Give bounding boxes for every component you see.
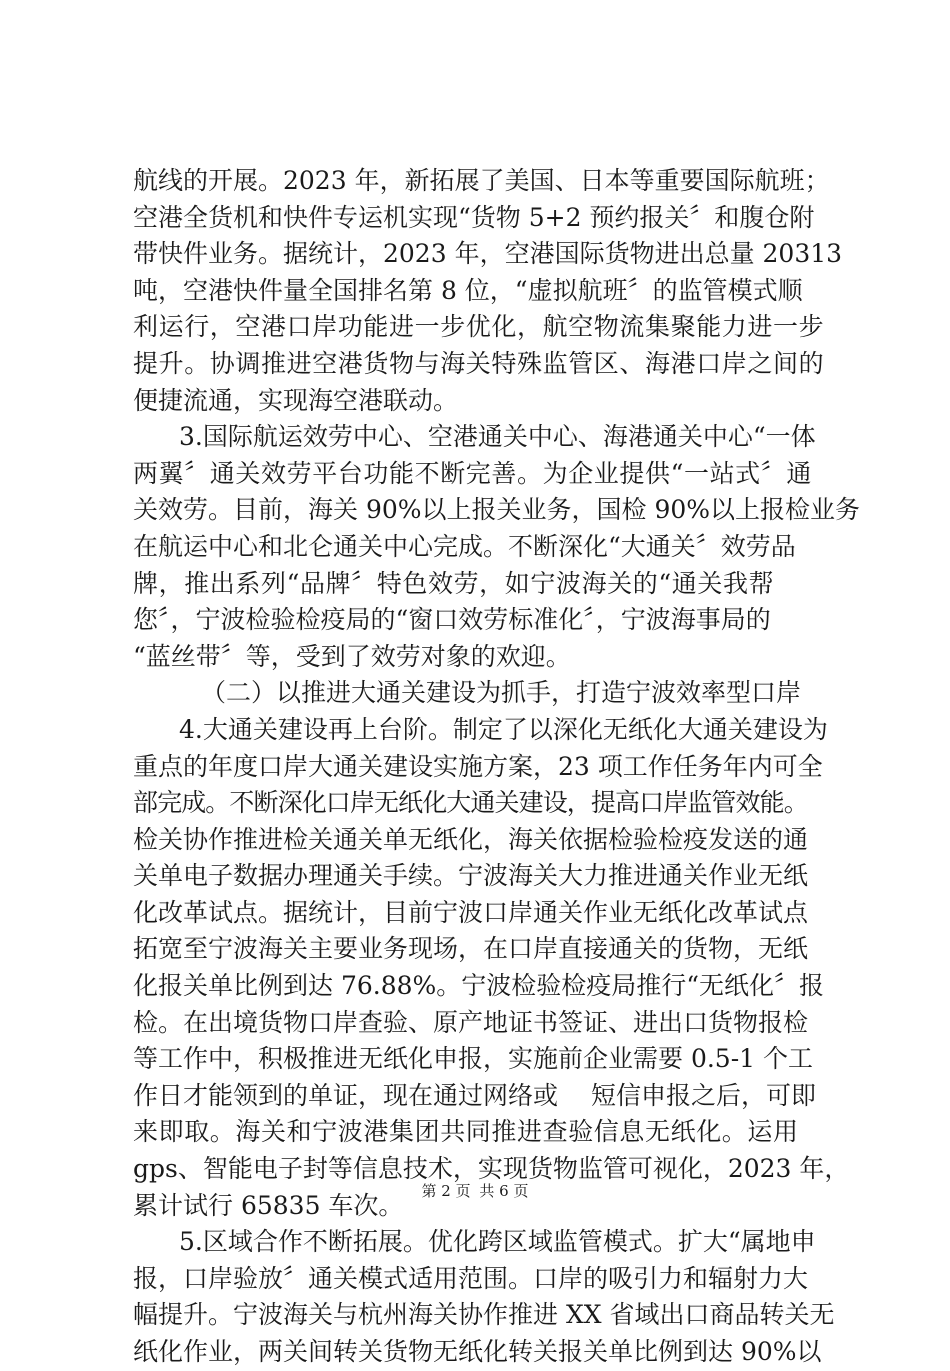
text-line: 便捷流通，实现海空港联动。 — [133, 385, 459, 415]
section-heading: （二）以推进大通关建设为抓手，打造宁波效率型口岸 — [201, 678, 802, 708]
text-line: 航线的开展。2023 年，新拓展了美国、日本等重要国际航班； — [133, 166, 830, 195]
text-line: 提升。协调推进空港货物与海关特殊监管区、海港口岸之间的 — [133, 348, 825, 378]
text-line: 您〞，宁波检验检疫局的“窗口效劳标准化〞，宁波海事局的 — [133, 605, 771, 635]
text-line: 累计试行 65835 车次。 — [133, 1190, 404, 1220]
text-line: 利运行，空港口岸功能进一步优化，航空物流集聚能力进一步 — [133, 312, 825, 342]
text-line: 来即取。海关和宁波港集团共同推进查验信息无纸化。运用 — [133, 1117, 799, 1147]
text-line: 4.大通关建设再上台阶。制定了以深化无纸化大通关建设为 — [179, 714, 828, 744]
text-line: 化改革试点。据统计，目前宁波口岸通关作业无纸化改革试点 — [133, 897, 809, 927]
text-line: 3.国际航运效劳中心、空港通关中心、海港通关中心“一体 — [179, 422, 816, 452]
text-line: 检关协作推进检关通关单无纸化，海关依据检验检疫发送的通 — [133, 824, 809, 854]
text-line: 化报关单比例到达 76.88%。宁波检验检疫局推行“无纸化〞报 — [133, 971, 825, 1001]
text-line: gps、智能电子封等信息技术，实现货物监管可视化，2023 年， — [133, 1154, 850, 1184]
text-line: 报，口岸验放〞通关模式适用范围。口岸的吸引力和辐射力大 — [133, 1263, 809, 1293]
page-total: 共 6 页 — [479, 1182, 529, 1200]
text-line: 带快件业务。据统计，2023 年，空港国际货物进出总量 20313 — [133, 239, 843, 269]
text-line: 作日才能领到的单证，现在通过网络或 短信申报之后，可即 — [133, 1080, 816, 1110]
text-line: 部完成。不断深化口岸无纸化大通关建设，提高口岸监管效能。 — [133, 788, 808, 818]
text-line: 纸化作业，两关间转关货物无纸化转关报关单比例到达 90%以 — [133, 1337, 822, 1366]
text-line: 牌，推出系列“品牌〞特色效劳，如宁波海关的“通关我帮 — [133, 568, 775, 598]
text-line: 两翼〞通关效劳平台功能不断完善。为企业提供“一站式〞通 — [133, 458, 812, 488]
page-number: 第 2 页 — [421, 1182, 471, 1200]
text-line: 重点的年度口岸大通关建设实施方案，23 项工作任务年内可全 — [133, 751, 823, 781]
text-line: 5.区域合作不断拓展。优化跨区域监管模式。扩大“属地申 — [179, 1227, 816, 1257]
text-line: 关效劳。目前，海关 90%以上报关业务，国检 90%以上报检业务 — [133, 495, 861, 525]
text-line: “蓝丝带〞等，受到了效劳对象的欢迎。 — [133, 641, 571, 671]
text-line: 拓宽至宁波海关主要业务现场，在口岸直接通关的货物，无纸 — [133, 934, 809, 964]
text-line: 检。在出境货物口岸查验、原产地证书签证、进出口货物报检 — [133, 1007, 809, 1037]
text-line: 吨，空港快件量全国排名第 8 位，“虚拟航班〞的监管模式顺 — [133, 275, 803, 305]
page-footer — [0, 1181, 950, 1201]
text-line: 等工作中，积极推进无纸化申报，实施前企业需要 0.5-1 个工 — [133, 1044, 814, 1074]
text-line: 关单电子数据办理通关手续。宁波海关大力推进通关作业无纸 — [133, 861, 809, 891]
text-line: 幅提升。宁波海关与杭州海关协作推进 XX 省域出口商品转关无 — [133, 1300, 835, 1330]
text-line: 空港全货机和快件专运机实现“货物 5+2 预约报关〞和腹仓附 — [133, 202, 815, 232]
text-line: 在航运中心和北仑通关中心完成。不断深化“大通关〞效劳品 — [133, 531, 796, 561]
